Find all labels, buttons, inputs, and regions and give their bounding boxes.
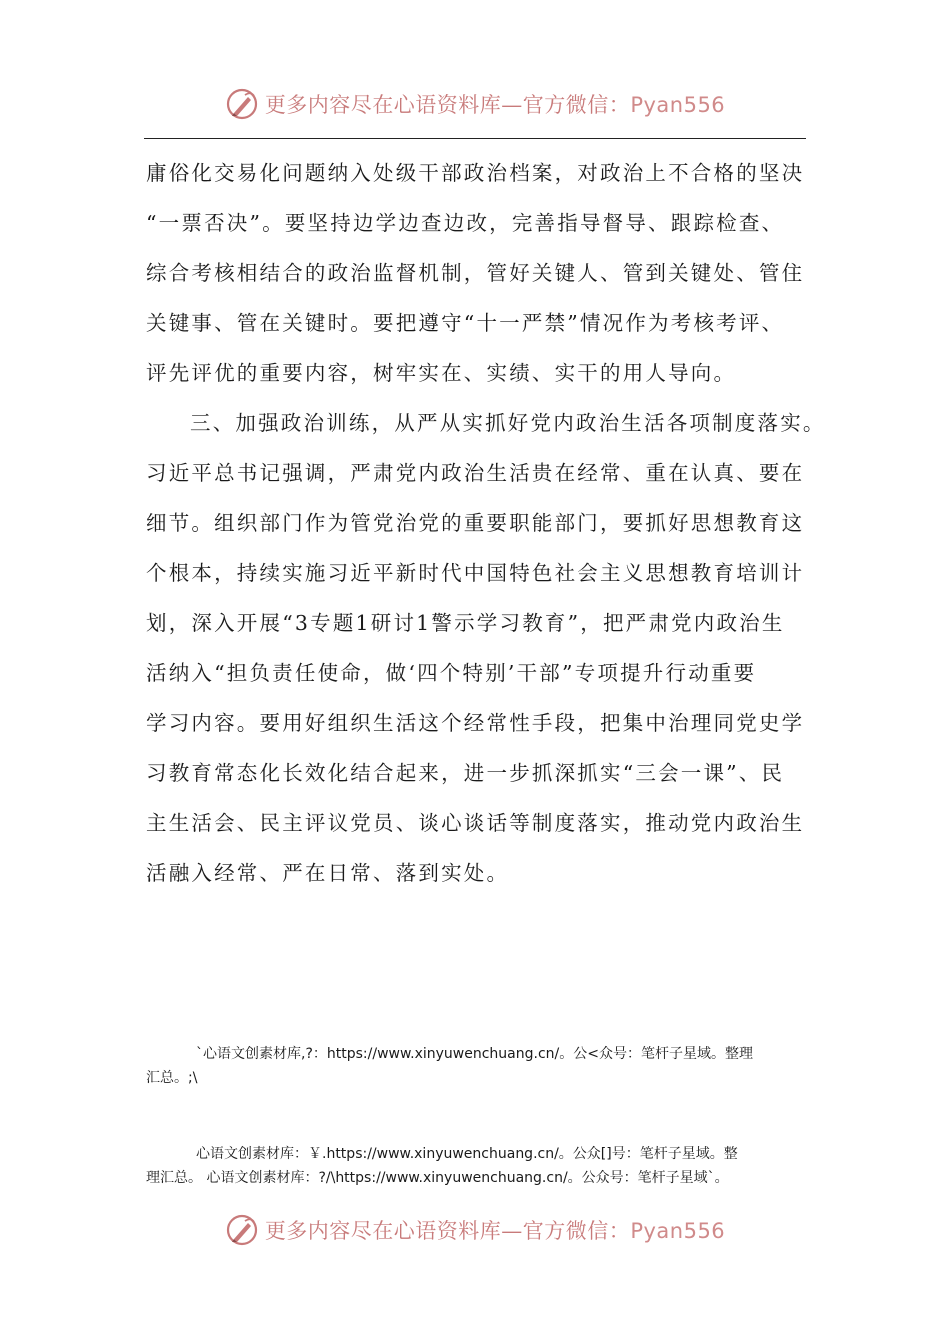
- footnote-1: [146, 1042, 810, 1090]
- header-banner-cn: 更多内容尽在心语资料库—官方微信：: [264, 93, 631, 117]
- pen-logo-icon: [225, 87, 259, 121]
- body-line: 习近平总书记强调，严肃党内政治生活贵在经常、重在认真、要在: [146, 461, 805, 485]
- footer-banner-cn: 更多内容尽在心语资料库—官方微信：: [264, 1219, 631, 1243]
- footnote-2: [146, 1142, 810, 1190]
- footer-banner-wechat-id: Pyan556: [630, 1219, 726, 1243]
- footnote-2-line-1: 心语文创素材库：￥.https://www.xinyuwenchuang.cn/。公众[]号：笔杆子星域。整: [196, 1146, 738, 1162]
- pen-logo-icon: [225, 1213, 259, 1247]
- document-body: [146, 148, 826, 898]
- header-banner: [0, 82, 950, 126]
- header-banner-text: [265, 89, 725, 119]
- body-line: “一票否决”。要坚持边学边查边改，完善指导督导、跟踪检查、: [146, 211, 785, 235]
- body-line: 活纳入“担负责任使命，做‘四个特别’干部”专项提升行动重要: [146, 661, 757, 685]
- body-line: 划，深入开展“3专题1研讨1警示学习教育”，把严肃党内政治生: [146, 611, 785, 635]
- footnote-1-line-1: `心语文创素材库,?：https://www.xinyuwenchuang.cn/。公<众号：笔杆子星域。整理: [196, 1046, 753, 1062]
- footer-banner-text: [265, 1215, 725, 1245]
- body-line: 习教育常态化长效化结合起来，进一步抓深抓实“三会一课”、民: [146, 761, 785, 785]
- body-line: 细节。组织部门作为管党治党的重要职能部门，要抓好思想教育这: [146, 511, 805, 535]
- footnote-1-line-2: 汇总。;\: [146, 1070, 198, 1086]
- body-line: 个根本，持续实施习近平新时代中国特色社会主义思想教育培训计: [146, 561, 805, 585]
- body-line: 活融入经常、严在日常、落到实处。: [146, 861, 510, 885]
- body-line: 评先评优的重要内容，树牢实在、实绩、实干的用人导向。: [146, 361, 737, 385]
- body-line: 关键事、管在关键时。要把遵守“十一严禁”情况作为考核考评、: [146, 311, 785, 335]
- footer-banner: [0, 1208, 950, 1252]
- header-banner-wechat-id: Pyan556: [630, 93, 726, 117]
- header-divider: [144, 138, 806, 139]
- body-line: 综合考核相结合的政治监督机制，管好关键人、管到关键处、管住: [146, 261, 805, 285]
- body-line: 主生活会、民主评议党员、谈心谈话等制度落实，推动党内政治生: [146, 811, 805, 835]
- body-line: 庸俗化交易化问题纳入处级干部政治档案，对政治上不合格的坚决: [146, 161, 805, 185]
- footnote-2-line-2: 理汇总。 心语文创素材库：?/\https://www.xinyuwenchuang.cn/。公众号：笔杆子星域`。: [146, 1170, 729, 1186]
- section-heading-line: 三、加强政治训练，从严从实抓好党内政治生活各项制度落实。: [190, 411, 826, 435]
- body-line: 学习内容。要用好组织生活这个经常性手段，把集中治理同党史学: [146, 711, 805, 735]
